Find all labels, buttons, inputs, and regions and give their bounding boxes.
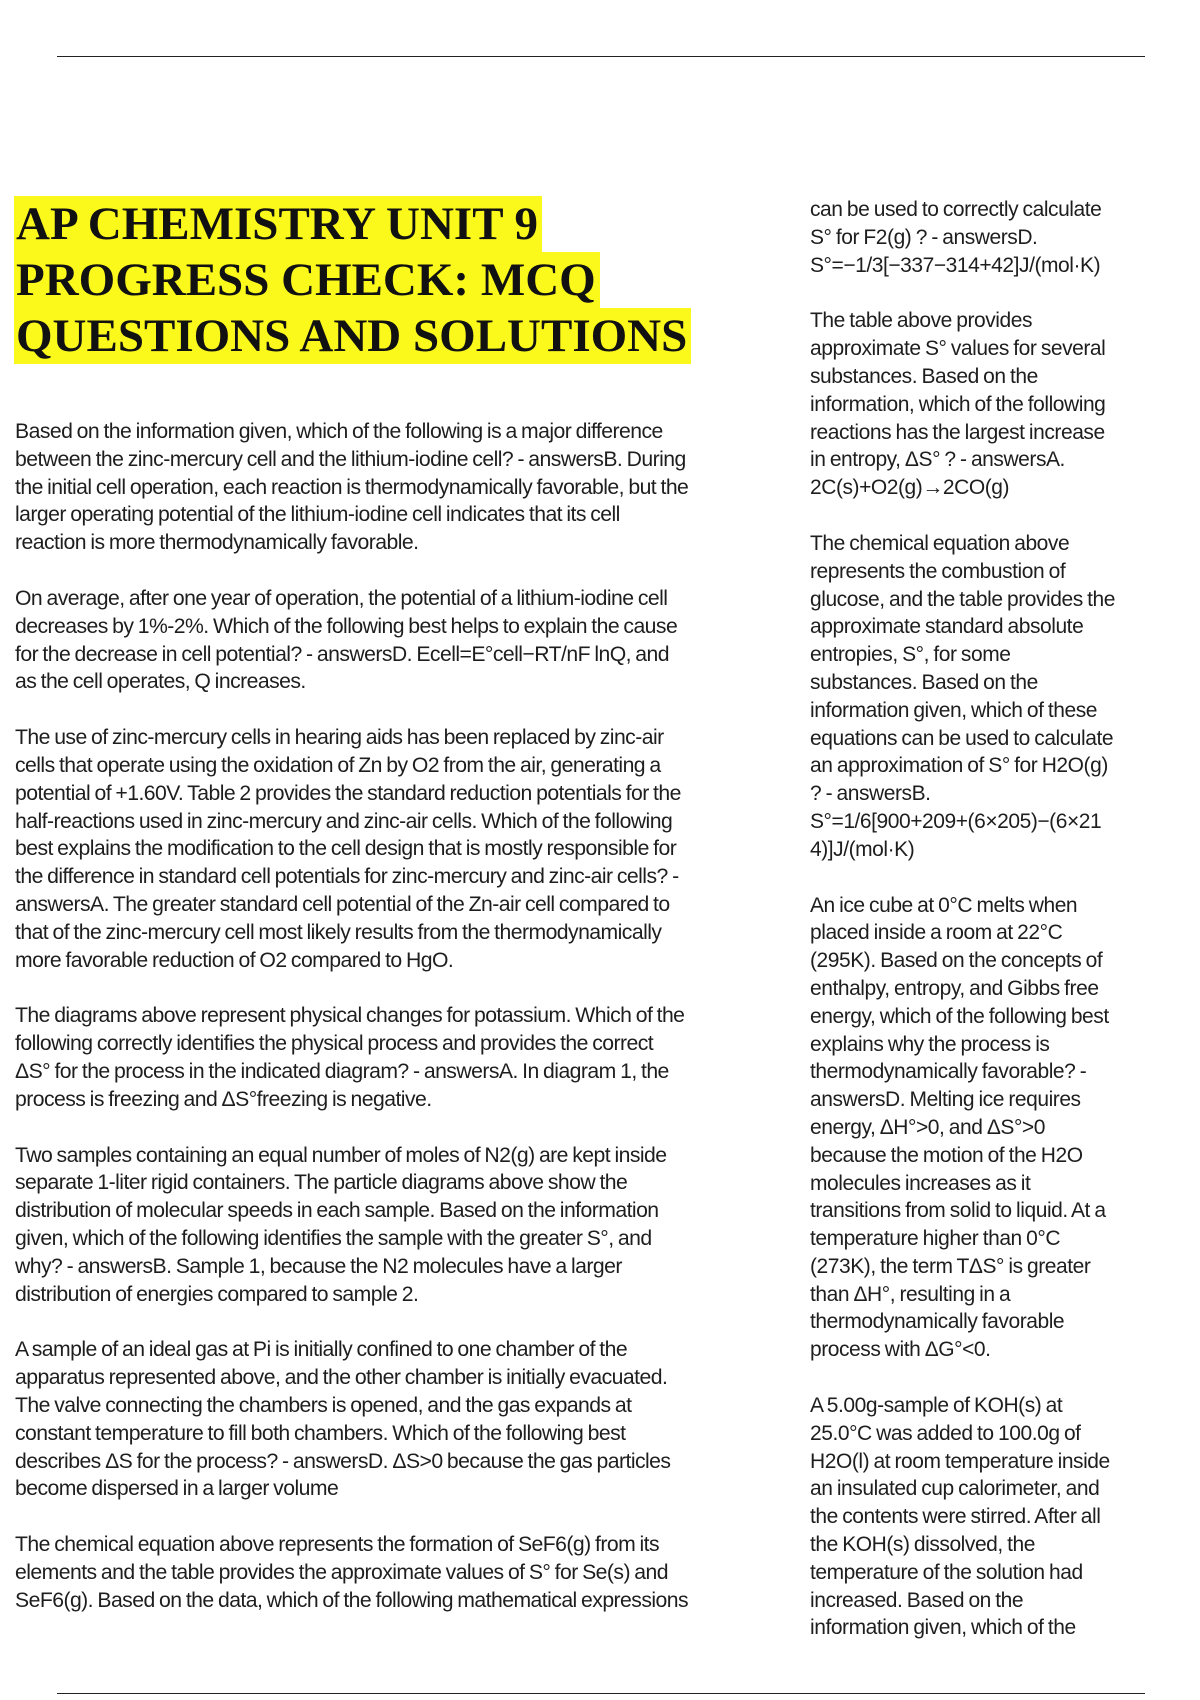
question-koh-dissolution: A 5.00g-sample of KOH(s) at 25.0°C was added to 100.0g of H2O(l) at room temperature inside an insulated cup calorimeter, and the contents were stirred. After all the KOH(s) dissolved, the temperature of the solution had increased. Based on the information given, which of the xyxy=(810,1394,1110,1640)
right-column xyxy=(810,196,1176,1670)
title-line-3: QUESTIONS AND SOLUTIONS xyxy=(14,308,691,364)
question-sef6-formation-continued: can be used to correctly calculate S° for F2(g) ? - answersD. S°=−1/3[−337−314+42]J/(mol·K) xyxy=(810,198,1102,277)
question-sef6-formation: The chemical equation above represents the formation of SeF6(g) from its elements and the table provides the approximate values of S° for Se(s) and SeF6(g). Based on the data, which of the following mathematical expressions xyxy=(15,1533,689,1612)
question-lithium-iodine-potential-decrease: On average, after one year of operation, the potential of a lithium-iodine cell decreases by 1%-2%. Which of the following best helps to explain the cause for the decrease in cell potential? - answersD. Ecell=E°cell−RT/nF lnQ, and as the cell operates, Q increases. xyxy=(15,586,678,694)
question-n2-samples-entropy: Two samples containing an equal number of moles of N2(g) are kept inside separate 1-liter rigid containers. The particle diagrams above show the distribution of molecular speeds in each sample. Based on the information given, which of the following identifies the sample with the greater S°, and why? - answersB. Sample 1, because the N2 molecules have a larger distribution of energies compared to sample 2. xyxy=(15,1143,667,1306)
document-title xyxy=(14,196,774,364)
footer-rule xyxy=(57,1693,1145,1694)
question-zinc-mercury-vs-lithium-iodine: Based on the information given, which of the following is a major difference between the zinc-mercury cell and the lithium-iodine cell? - answersB. During the initial cell operation, each reaction is thermodynamically favorable, but the larger operating potential of the lithium-iodine cell indicates that its cell reaction is more thermodynamically favorable. xyxy=(15,420,689,555)
title-line-2: PROGRESS CHECK: MCQ xyxy=(14,252,600,308)
question-zinc-air-cell: The use of zinc-mercury cells in hearing aids has been replaced by zinc-air cells that operate using the oxidation of Zn by O2 from the air, generating a potential of +1.60V. Table 2 provides the standard reduction potentials for the half-reactions used in zinc-mercury and zinc-air cells. Which of the following best explains the modification to the cell design that is mostly responsible for the difference in standard cell potentials for zinc-mercury and zinc-air cells? - answersA. The greater standard cell potential of the Zn-air cell compared to that of the zinc-mercury cell most likely results from the thermodynamically more favorable reduction of O2 compared to HgO. xyxy=(15,726,681,972)
left-column xyxy=(15,418,807,1642)
question-largest-entropy-increase: The table above provides approximate S° values for several substances. Based on the information, which of the following reactions has the largest increase in entropy, ΔS° ? - answersA. 2C(s)+O2(g)→2CO(g) xyxy=(810,309,1106,500)
question-ideal-gas-expansion: A sample of an ideal gas at Pi is initially confined to one chamber of the apparatus represented above, and the other chamber is initially evacuated. The valve connecting the chambers is opened, and the gas expands at constant temperature to fill both chambers. Which of the following best describes ΔS for the process? - answersD. ΔS>0 because the gas particles become dispersed in a larger volume xyxy=(15,1338,671,1501)
question-glucose-combustion: The chemical equation above represents the combustion of glucose, and the table provides the approximate standard absolute entropies, S°, for some substances. Based on the information given, which of these equations can be used to calculate an approximation of S° for H2O(g) ? - answersB. S°=1/6[900+209+(6×205)−(6×21 4)]J/(mol·K) xyxy=(810,531,1115,861)
title-line-1: AP CHEMISTRY UNIT 9 xyxy=(14,196,542,252)
question-ice-cube-melting: An ice cube at 0°C melts when placed inside a room at 22°C (295K). Based on the concepts of enthalpy, entropy, and Gibbs free energy, which of the following best explains why the process is thermodynamically favorable? - answersD. Melting ice requires energy, ΔH°>0, and ΔS°>0 because the motion of the H2O molecules increases as it transitions from solid to liquid. At a temperature higher than 0°C (273K), the term TΔS° is greater than ΔH°, resulting in a thermodynamically favorable process with ΔG°<0. xyxy=(810,893,1109,1362)
question-potassium-physical-changes: The diagrams above represent physical changes for potassium. Which of the following correctly identifies the physical process and provides the correct ΔS° for the process in the indicated diagram? - answersA. In diagram 1, the process is freezing and ΔS°freezing is negative. xyxy=(15,1004,685,1111)
header-rule xyxy=(57,56,1145,57)
